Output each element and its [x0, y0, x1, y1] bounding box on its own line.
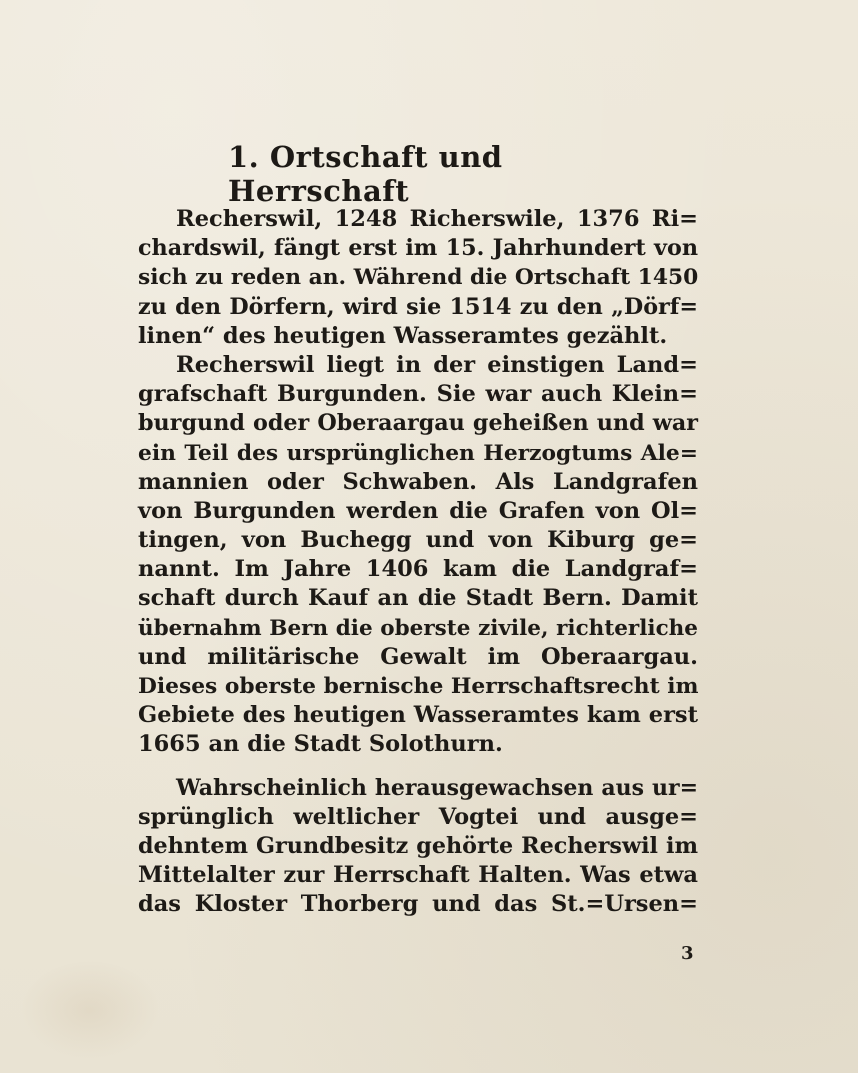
text-line: von Burgunden werden die Grafen von Ol=	[138, 497, 698, 524]
text-line: Mittelalter zur Herrschaft Halten. Was etwa	[138, 862, 698, 889]
text-line: Recherswil, 1248 Richerswile, 1376 Ri=	[176, 206, 698, 232]
text-line: dehntem Grundbesitz gehörte Recherswil im	[138, 832, 698, 859]
text-line: sprünglich weltlicher Vogtei und ausge=	[138, 803, 698, 830]
text-line: schaft durch Kauf an die Stadt Bern. Damit	[138, 585, 698, 612]
text-line: mannien oder Schwaben. Als Landgrafen	[138, 468, 698, 495]
text-line: ein Teil des ursprünglichen Herzogtums Ale=	[138, 440, 698, 466]
text-line: übernahm Bern die oberste zivile, richterliche	[138, 615, 698, 641]
text-line: nannt. Im Jahre 1406 kam die Landgraf=	[138, 556, 698, 583]
text-line: das Kloster Thorberg und das St.=Ursen=	[138, 891, 698, 918]
paragraph	[138, 351, 698, 760]
text-line: 1665 an die Stadt Solothurn.	[138, 731, 503, 758]
text-line: sich zu reden an. Während die Ortschaft 1450	[138, 265, 699, 291]
text-line: Dieses oberste bernische Herrschaftsrecht im	[138, 674, 699, 699]
paragraph	[138, 774, 698, 920]
paragraph	[138, 205, 698, 351]
text-line: Gebiete des heutigen Wasseramtes kam erst	[138, 702, 698, 729]
paragraph-gap	[138, 760, 698, 774]
text-line: zu den Dörfern, wird sie 1514 zu den „Dörf=	[138, 293, 698, 320]
text-line: burgund oder Oberaargau geheißen und war	[138, 410, 698, 437]
text-line: und militärische Gewalt im Oberaargau.	[138, 643, 698, 670]
text-line: linen“ des heutigen Wasseramtes gezählt.	[138, 322, 668, 349]
body-text	[138, 205, 698, 920]
page-number: 3	[681, 943, 694, 964]
text-line: Wahrscheinlich herausgewachsen aus ur=	[176, 774, 698, 801]
text-line: tingen, von Buchegg und von Kiburg ge=	[138, 527, 698, 554]
paper-stain	[20, 960, 160, 1060]
chapter-heading: 1. Ortschaft und Herrschaft	[228, 140, 503, 208]
text-line: chardswil, fängt erst im 15. Jahrhundert von	[138, 235, 698, 262]
text-line: grafschaft Burgunden. Sie war auch Klein=	[138, 381, 698, 408]
text-line: Recherswil liegt in der einstigen Land=	[176, 351, 698, 378]
